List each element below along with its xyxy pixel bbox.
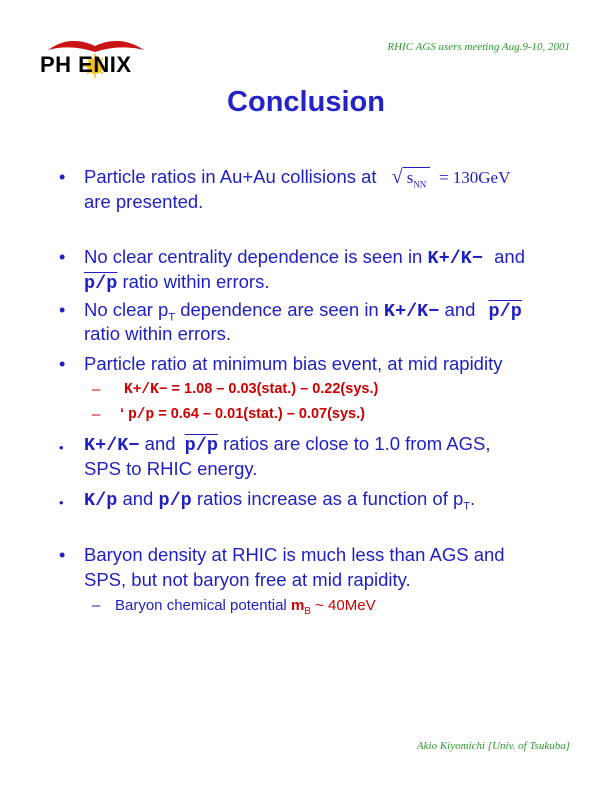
sub-dash: – (92, 381, 101, 398)
item-7-line-1: Baryon density at RHIC is much less than AGS and (84, 544, 505, 565)
item-5-line-2: SPS to RHIC energy. (84, 458, 258, 479)
author-footer: Akio Kiyomichi [Univ. of Tsukuba] (416, 740, 570, 752)
item-4-line-1: Particle ratio at minimum bias event, at mid rapidity (84, 353, 503, 374)
sqrt-formula: √ $s_{NN} = 130GeV$ (391, 166, 511, 190)
bullet-marker: • (59, 545, 66, 565)
item-2-line-1: No clear centrality dependence is seen in K+/K− and (84, 246, 526, 269)
bullet-marker: • (59, 440, 64, 455)
pp-ratio-result: ‘ p/p = 0.64 – 0.01(stat.) – 0.07(sys.) (120, 406, 365, 423)
phenix-logo (40, 36, 152, 80)
bullet-marker: • (59, 167, 66, 187)
bullet-marker: • (59, 247, 66, 267)
item-3-line-2: ratio within errors. (84, 323, 232, 344)
logo-wordmark: PH ENIX (40, 52, 132, 77)
item-3-line-1: No clear $p_T$ dependence are seen in K+/K− and p/p (84, 299, 522, 324)
kk-ratio-result: K+/K− = 1.08 – 0.03(stat.) – 0.22(sys.) (124, 381, 379, 398)
item-5-line-1: K+/K− and p/p ratios are close to 1.0 from AGS, (84, 433, 491, 456)
meeting-info: RHIC AGS users meeting Aug.9-10, 2001 (387, 41, 570, 53)
item-1-line-2: are presented. (84, 191, 204, 212)
item-1-line-1: Particle ratios in Au+Au collisions at √ $s_{NN} = 130GeV$ (84, 165, 510, 196)
item-7-line-2: SPS, but not baryon free at mid rapidity. (84, 569, 411, 590)
bullet-marker: • (59, 300, 66, 320)
baryon-chemical-potential: Baryon chemical potential $m_B$ ~ 40MeV (115, 597, 376, 617)
slide-title: Conclusion (227, 86, 385, 118)
bullet-marker: • (59, 354, 66, 374)
sub-dash: – (92, 597, 101, 614)
sub-dash: – (92, 406, 101, 423)
bullet-marker: • (59, 495, 64, 510)
item-6-line-1: K/p and p/p ratios increase as a function of $p_T$. (84, 488, 476, 513)
item-2-line-2: p/p ratio within errors. (84, 271, 270, 294)
